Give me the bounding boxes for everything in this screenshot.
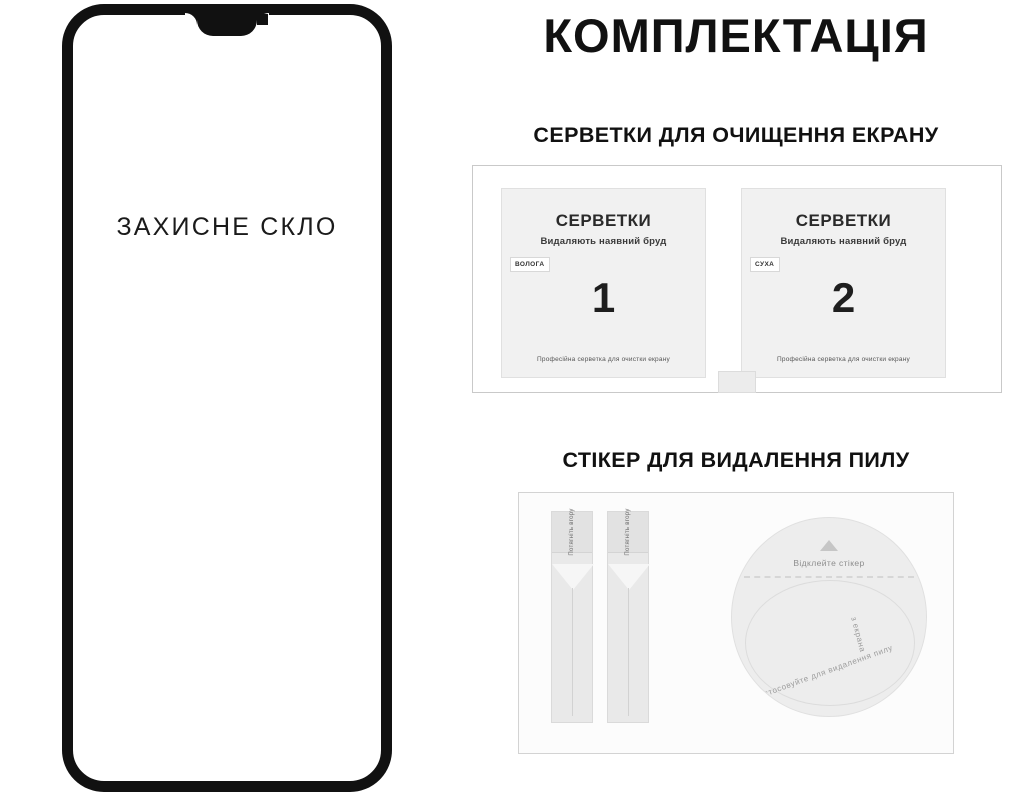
- peel-center-line: [572, 588, 573, 716]
- wipe-sachet-1: [501, 188, 706, 378]
- wipe-footer: Професійна серветка для очистки екрану: [537, 356, 670, 363]
- wipe-tag: СУХА: [750, 257, 780, 272]
- wipe-subtitle: Видаляють наявний бруд: [780, 236, 907, 247]
- notch-mask-right: [257, 13, 269, 26]
- peel-strip-label: Потягніть вгору: [625, 508, 631, 556]
- wipe-footer: Професійна серветка для очистки екрану: [777, 356, 910, 363]
- peel-notch-icon: [552, 564, 594, 590]
- disc-peel-label: Відклейте стікер: [793, 558, 865, 568]
- sticker-section-heading: СТІКЕР ДЛЯ ВИДАЛЕННЯ ПИЛУ: [562, 448, 910, 472]
- dust-removal-sticker-package: [518, 492, 954, 754]
- peel-strip-head: [608, 508, 648, 556]
- wipe-number: 1: [591, 274, 616, 321]
- notch-mask-left: [185, 13, 197, 26]
- disc-perforation-line: [744, 576, 914, 578]
- protective-glass-panel: [0, 0, 448, 800]
- wipe-number: 2: [831, 274, 856, 321]
- wipe-title: СЕРВЕТКИ: [555, 211, 652, 230]
- page-title: КОМПЛЕКТАЦІЯ: [543, 9, 929, 62]
- wipes-package: [472, 165, 1002, 393]
- protective-glass-label: ЗАХИСНЕ СКЛО: [116, 213, 338, 241]
- wipe-sachet-2: [741, 188, 946, 378]
- wipe-title: СЕРВЕТКИ: [795, 211, 892, 230]
- up-arrow-icon: [820, 540, 838, 551]
- peel-strip-2: [607, 508, 649, 723]
- peel-strip-head: [552, 508, 592, 556]
- disc-curved-text-2: Застосовуйте для видалення пилу: [752, 643, 895, 702]
- peel-strip-label: Потягніть вгору: [569, 508, 575, 556]
- wipe-tag: ВОЛОГА: [510, 257, 550, 272]
- phone-glass-outline: [62, 4, 392, 792]
- package-contents-panel: [448, 0, 1024, 800]
- peel-notch-icon: [608, 564, 650, 590]
- peel-strip-1: [551, 508, 593, 723]
- peel-center-line: [628, 588, 629, 716]
- wipes-section-heading: СЕРВЕТКИ ДЛЯ ОЧИЩЕННЯ ЕКРАНУ: [533, 123, 939, 147]
- disc-curved-text-1: з екрана: [849, 615, 868, 654]
- wipe-subtitle: Видаляють наявний бруд: [540, 236, 667, 247]
- notch-icon: [197, 14, 257, 36]
- package-tab: [718, 371, 756, 393]
- dust-sticker-disc: [731, 517, 927, 717]
